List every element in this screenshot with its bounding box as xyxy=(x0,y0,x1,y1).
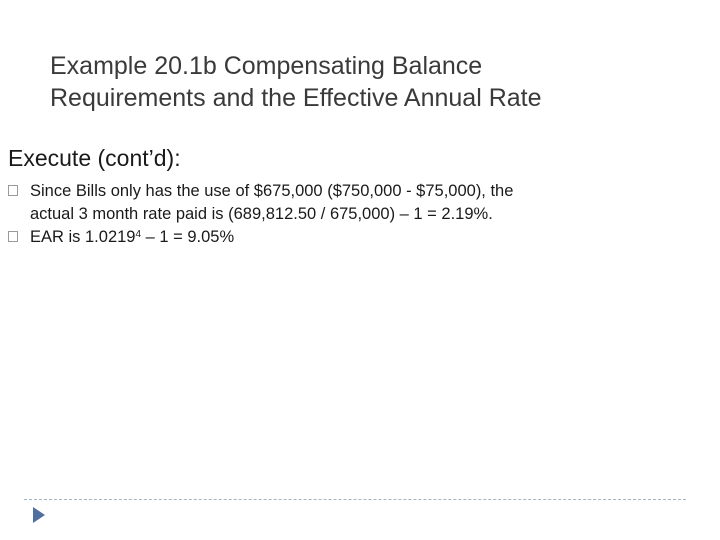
ear-suffix: – 1 = 9.05% xyxy=(141,228,235,246)
checkbox-bullet-icon xyxy=(8,231,18,242)
ear-prefix: EAR is 1.0219 xyxy=(30,228,136,246)
ear-exponent: 4 xyxy=(135,229,142,240)
slide-title-line-1: Example 20.1b Compensating Balance xyxy=(50,52,483,80)
bullet-text xyxy=(30,226,708,249)
slide-title-line-2: Requirements and the Effective Annual Rate xyxy=(50,84,542,112)
footer-divider xyxy=(24,499,686,500)
bullet-item-ear xyxy=(8,226,708,249)
bullet-text xyxy=(30,180,708,226)
checkbox-bullet-icon xyxy=(8,185,18,196)
section-heading: Execute (cont’d): xyxy=(8,145,181,171)
bullet-text-line-2: actual 3 month rate paid is (689,812.50 / 675,000) – 1 = 2.19%. xyxy=(30,205,493,223)
bullet-text-line-1: Since Bills only has the use of $675,000 ($750,000 - $75,000), the xyxy=(30,182,514,200)
bullet-list xyxy=(8,180,708,249)
slide-title xyxy=(50,50,690,114)
bullet-item-usable-funds xyxy=(8,180,708,226)
triangle-right-icon xyxy=(33,507,45,523)
